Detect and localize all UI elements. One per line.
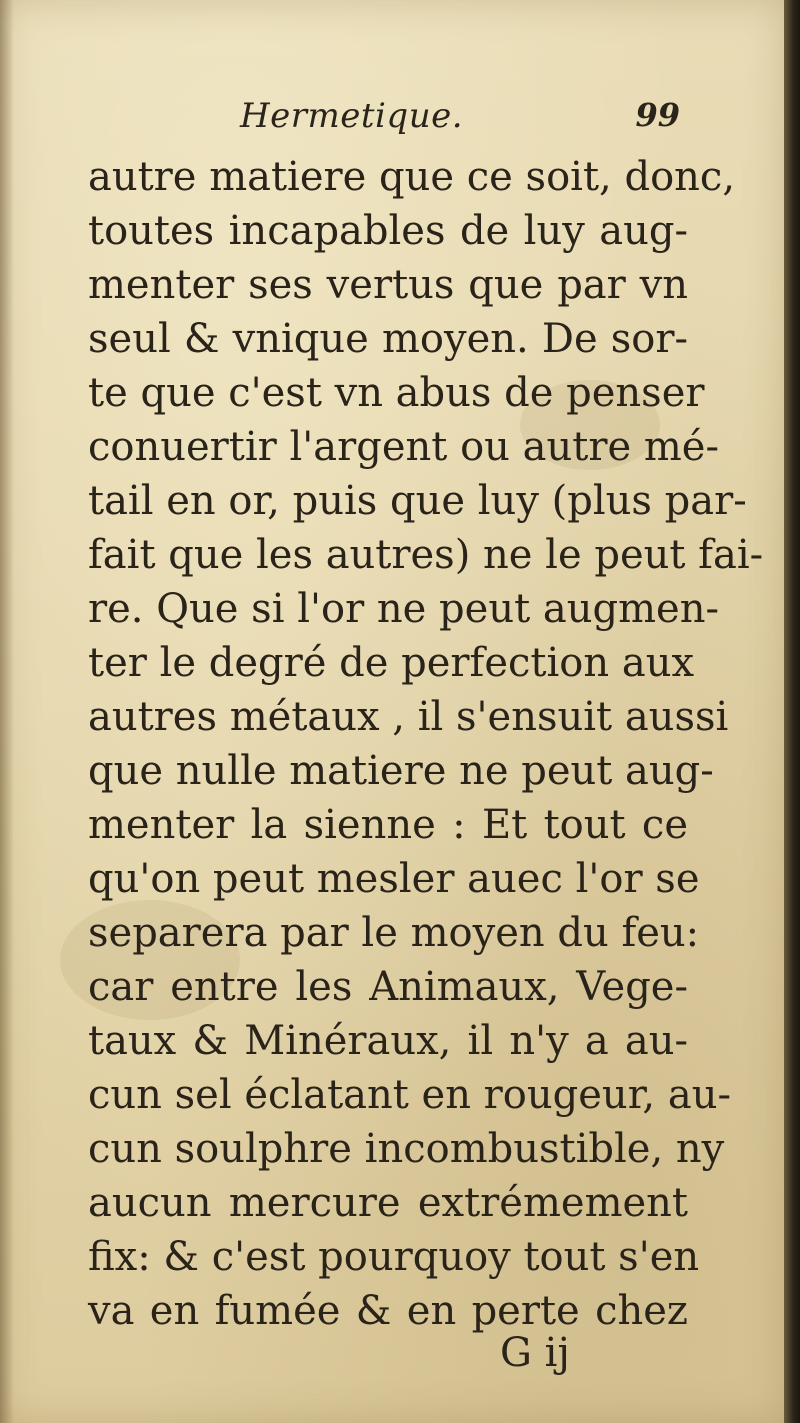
text-line: te que c'est vn abus de penser (88, 370, 705, 416)
text-line: re. Que si l'or ne peut augmen- (88, 586, 719, 632)
text-line: taux & Minéraux, il n'y a au- (88, 1018, 688, 1064)
page-number: 99 (635, 96, 680, 134)
text-line: que nulle matiere ne peut aug- (88, 748, 714, 794)
text-line: autres métaux , il s'ensuit aussi (88, 694, 729, 740)
text-line: cun sel éclatant en rougeur, au- (88, 1072, 731, 1118)
text-line: ter le degré de perfection aux (88, 640, 695, 686)
page-gutter-shadow (0, 0, 14, 1423)
text-line: separera par le moyen du feu: (88, 910, 700, 956)
text-line: seul & vnique moyen. De sor- (88, 316, 688, 362)
page-header (90, 96, 690, 144)
text-line: cun soulphre incombustible, ny (88, 1126, 725, 1172)
text-line: autre matiere que ce soit, donc, (88, 154, 736, 200)
page-edge (784, 0, 800, 1423)
text-line: aucun mercure extrémement (88, 1180, 688, 1226)
text-line: fix: & c'est pourquoy tout s'en (88, 1234, 700, 1280)
text-line: menter la sienne : Et tout ce (88, 802, 688, 848)
body-text (88, 150, 764, 1338)
running-title: Hermetique. (240, 96, 464, 136)
text-line: qu'on peut mesler auec l'or se (88, 856, 700, 902)
text-line: toutes incapables de luy aug- (88, 208, 688, 254)
text-line: fait que les autres) ne le peut fai- (88, 532, 764, 578)
text-line: menter ses vertus que par vn (88, 262, 688, 308)
text-line: tail en or, puis que luy (plus par- (88, 478, 747, 524)
text-line: conuertir l'argent ou autre mé- (88, 424, 719, 470)
text-line: va en fumée & en perte chez (88, 1288, 688, 1334)
text-line: car entre les Animaux, Vege- (88, 964, 688, 1010)
signature-mark: G ij (500, 1330, 570, 1376)
